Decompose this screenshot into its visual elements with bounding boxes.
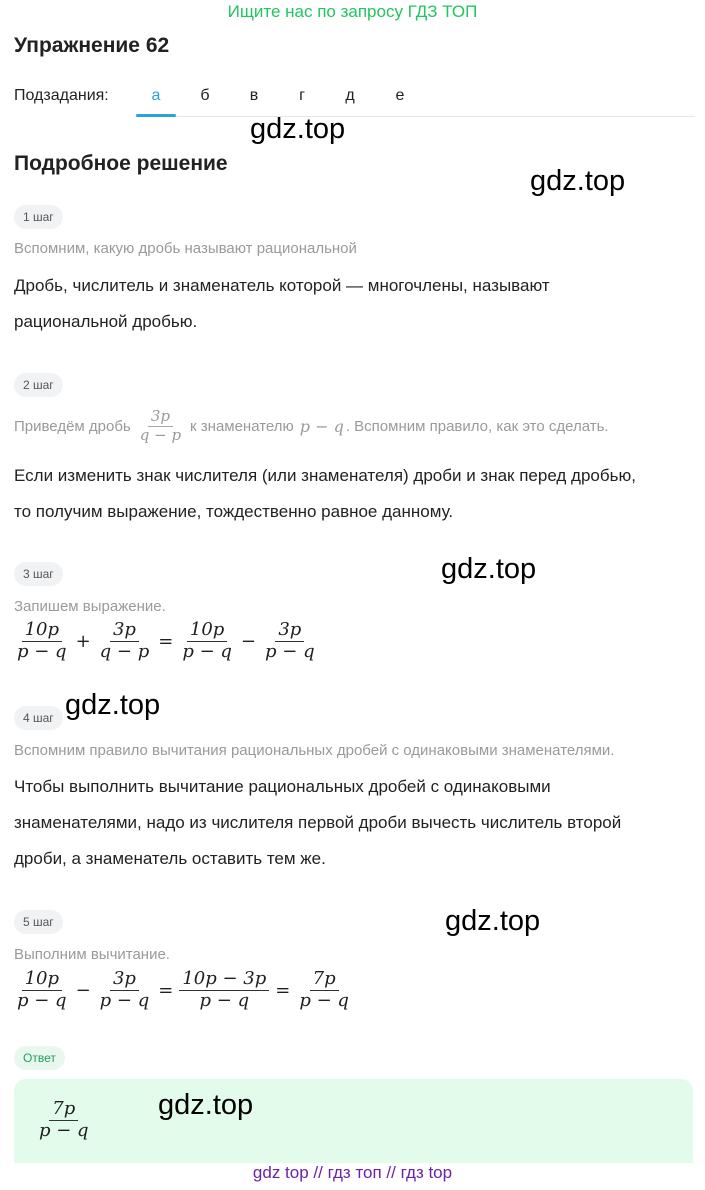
fraction — [179, 969, 269, 1011]
fraction-numerator: 10p — [187, 620, 227, 642]
fraction — [137, 408, 184, 444]
subtasks-label: Подзадания: — [14, 87, 109, 104]
fraction-denominator: p − q — [265, 640, 315, 662]
fraction-denominator: q − p — [139, 425, 182, 444]
formula — [14, 969, 352, 1011]
watermark: gdz.top — [250, 113, 346, 145]
subtask-tabs — [135, 78, 695, 117]
math-expression: p − q — [299, 416, 344, 436]
operator: − — [75, 979, 91, 1001]
watermark: gdz.top — [441, 553, 537, 585]
fraction-numerator: 10p — [22, 620, 62, 642]
fraction-numerator: 10p − 3p — [179, 969, 269, 991]
fraction-numerator: 7p — [49, 1099, 78, 1121]
operator: = — [158, 979, 174, 1001]
tab-subtask-a[interactable]: а — [136, 78, 176, 116]
tab-subtask-g[interactable]: г — [299, 87, 305, 104]
fraction-denominator: p − q — [99, 989, 150, 1011]
watermark: gdz.top — [65, 689, 161, 721]
step-hint: Запишем выражение. — [14, 598, 166, 615]
fraction-denominator: p − q — [17, 640, 67, 662]
tab-subtask-v[interactable]: в — [249, 87, 259, 104]
step-text: Дробь, числитель и знаменатель которой — многочлены, называют — [14, 276, 550, 295]
answer-formula — [36, 1099, 92, 1141]
footer-links[interactable]: gdz top // гдз топ // гдз top — [252, 1163, 453, 1182]
watermark: gdz.top — [530, 165, 626, 197]
fraction — [179, 620, 235, 662]
promo-banner[interactable]: Ищите нас по запросу ГДЗ ТОП — [227, 2, 478, 21]
formula — [14, 620, 318, 662]
fraction-numerator: 10p — [22, 969, 62, 991]
step-badge: 1 шаг — [14, 205, 63, 229]
fraction-denominator: p − q — [199, 989, 250, 1011]
step-hint — [14, 401, 609, 451]
tab-subtask-e[interactable]: е — [395, 87, 405, 104]
fraction-numerator: 3p — [110, 620, 139, 642]
fraction-denominator: q − p — [99, 640, 150, 662]
section-title: Подробное решение — [14, 152, 228, 175]
page-title: Упражнение 62 — [14, 34, 170, 57]
fraction-denominator: p − q — [39, 1119, 89, 1141]
tab-subtask-d[interactable]: д — [345, 87, 355, 104]
step-badge: 4 шаг — [14, 706, 63, 730]
fraction-denominator: p − q — [182, 640, 232, 662]
watermark: gdz.top — [158, 1089, 254, 1121]
operator: − — [240, 630, 257, 652]
fraction — [296, 969, 352, 1011]
fraction — [262, 620, 318, 662]
operator: = — [158, 630, 174, 652]
step-hint: Выполним вычитание. — [14, 946, 170, 963]
operator: = — [275, 979, 291, 1001]
fraction — [36, 1099, 92, 1141]
fraction — [14, 620, 70, 662]
step-text: рациональной дробью. — [14, 312, 198, 331]
step-text: дроби, а знаменатель оставить тем же. — [14, 849, 326, 868]
fraction-numerator: 3p — [275, 620, 304, 642]
step-text: Если изменить знак числителя (или знаменателя) дроби и знак перед дробью, — [14, 466, 636, 485]
step-badge: 5 шаг — [14, 910, 63, 934]
fraction-denominator: p − q — [299, 989, 349, 1011]
step-hint: Вспомним правило вычитания рациональных дробей с одинаковыми знаменателями. — [14, 742, 615, 759]
answer-badge: Ответ — [14, 1046, 65, 1070]
fraction-numerator: 3p — [110, 969, 139, 991]
operator: + — [75, 630, 91, 652]
fraction — [97, 620, 153, 662]
fraction-numerator: 3p — [148, 408, 173, 426]
step-text: знаменателями, надо из числителя первой дроби вычесть числитель второй — [14, 813, 622, 832]
hint-text: к знаменателю — [190, 417, 294, 435]
watermark: gdz.top — [445, 905, 541, 937]
step-text: то получим выражение, тождественно равное данному. — [14, 502, 454, 521]
answer-box — [14, 1079, 693, 1163]
step-hint: Вспомним, какую дробь называют рациональной — [14, 240, 357, 257]
step-badge: 3 шаг — [14, 562, 63, 586]
fraction — [97, 969, 153, 1011]
fraction-denominator: p − q — [17, 989, 67, 1011]
tab-subtask-b[interactable]: б — [200, 87, 210, 104]
fraction — [14, 969, 70, 1011]
fraction-numerator: 7p — [310, 969, 339, 991]
hint-text: Приведём дробь — [14, 417, 131, 435]
step-badge: 2 шаг — [14, 373, 63, 397]
step-text: Чтобы выполнить вычитание рациональных дробей с одинаковыми — [14, 777, 551, 796]
hint-text: . Вспомним правило, как это сделать. — [345, 417, 609, 435]
